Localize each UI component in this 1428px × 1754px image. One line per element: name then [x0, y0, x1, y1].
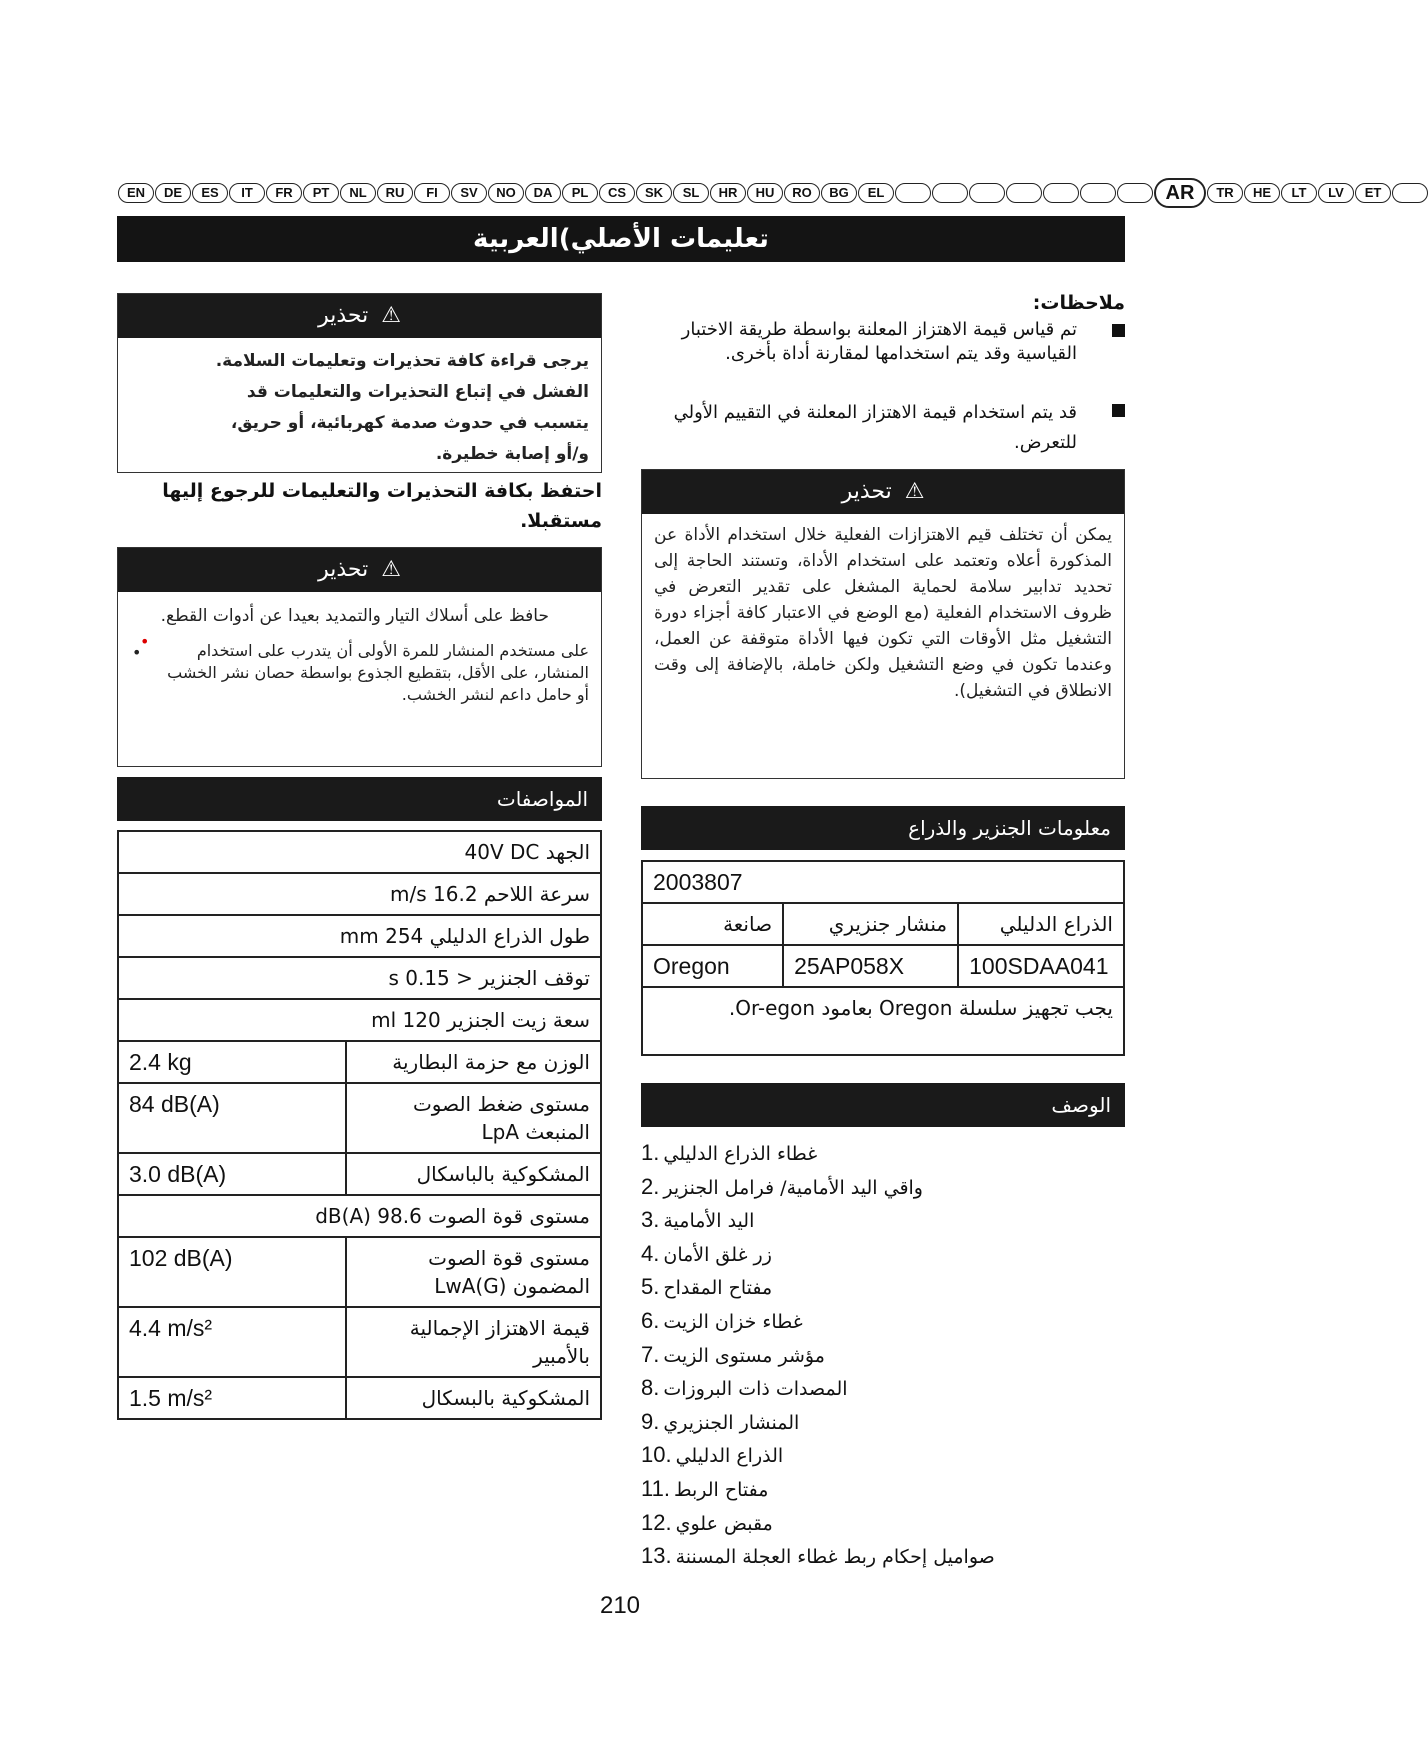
warning-triangle-icon: ⚠	[381, 557, 401, 582]
list-item-number: 4.	[641, 1240, 660, 1266]
language-chip: HU	[747, 183, 783, 203]
specs-table	[117, 830, 602, 1420]
description-list	[641, 1136, 1125, 1573]
warning-header	[642, 470, 1124, 514]
language-chip: SV	[451, 183, 487, 203]
language-chip: RU	[377, 183, 413, 203]
spec-value: 3.0 dB(A)	[118, 1153, 346, 1195]
spec-row	[118, 1153, 601, 1195]
spec-row	[118, 957, 601, 999]
language-chip: AR	[1154, 178, 1206, 208]
warning-line: ﻳﺮﺟﻰ ﻗﺮﺍﺀﺓ ﻛﺎﻓﺔ ﺗﺤﺬﻳﺮﺍﺕ ﻭﺗﻌﻠﻴﻤﺎﺕ ﺍﻟﺴﻼﻣﺔ.	[215, 351, 589, 371]
spec-label: ﺳﻌﺔ ﺯﻳﺖ ﺍﻟﺠﻨﺰﻳﺮ 120 ml	[118, 999, 601, 1041]
red-bullet-icon: •	[140, 632, 150, 651]
warning-header	[118, 294, 601, 338]
language-chip: DA	[525, 183, 561, 203]
language-chip: NL	[340, 183, 376, 203]
warning-header	[118, 548, 601, 592]
spec-value: 102 dB(A)	[118, 1237, 346, 1307]
warning-line: ﺍﻟﻔﺸﻞ ﻓﻲ ﺇﺗﺒﺎﻉ ﺍﻟﺘﺤﺬﻳﺮﺍﺕ ﻭﺍﻟﺘﻌﻠﻴﻤﺎﺕ ﻗﺪ	[246, 382, 589, 402]
language-chip: LT	[1281, 183, 1317, 203]
language-chip: ET	[1355, 183, 1391, 203]
list-item	[641, 1304, 1125, 1338]
spec-row	[118, 1083, 601, 1153]
page-title: ﺗﻌﻠﻴﻤﺎﺕ ﺍﻷﺻﻠﻲ)ﺍﻟﻌﺮﺑﻴﺔ	[117, 216, 1125, 262]
spec-label: ﺳﺮﻋﺔ ﺍﻟﻼﺣﻢ 16.2 m/s	[118, 873, 601, 915]
warning-triangle-icon: ⚠	[381, 303, 401, 328]
warning-box-vibration	[641, 469, 1125, 779]
chain-value: 25AP058X	[783, 945, 958, 987]
list-item-number: 3.	[641, 1207, 660, 1233]
maker-value: Oregon	[642, 945, 783, 987]
col-header-chain: ﻣﻨﺸﺎﺭ ﺟﻨﺰﻳﺮﻱ	[783, 903, 958, 945]
language-chip	[1080, 183, 1116, 203]
list-item	[641, 1472, 1125, 1506]
language-chip	[1392, 183, 1428, 203]
warning-body	[118, 592, 601, 714]
warning-line: ﻭ/ﺃﻭ ﺇﺻﺎﺑﺔ ﺧﻄﻴﺮﺓ.	[435, 444, 589, 464]
chain-note: ﻳﺠﺐ ﺗﺠﻬﻴﺰ ﺳﻠﺴﻠﺔ Oregon ﺑﻌﺎﻣﻮﺩ Or-egon.	[642, 987, 1124, 1055]
spec-label: ﺍﻟﻮﺯﻥ ﻣﻊ ﺣﺰﻣﺔ ﺍﻟﺒﻄﺎﺭﻳﺔ	[346, 1041, 601, 1083]
spec-row	[118, 1041, 601, 1083]
spec-row	[118, 1307, 601, 1377]
list-item	[641, 1371, 1125, 1405]
list-item	[641, 1405, 1125, 1439]
spec-row	[118, 1377, 601, 1419]
col-header-maker: ﺻﺎﻧﻌﺔ	[642, 903, 783, 945]
language-chip	[969, 183, 1005, 203]
spec-value: 2.4 kg	[118, 1041, 346, 1083]
warning-title: ﺗﺤﺬﻳﺮ	[841, 479, 892, 504]
specs-header: ﺍﻟﻤﻮﺍﺻﻔﺎﺕ	[117, 777, 602, 821]
square-bullet-icon	[1112, 324, 1125, 337]
language-chip: NO	[488, 183, 524, 203]
chain-info-header: ﻣﻌﻠﻮﻣﺎﺕ ﺍﻟﺠﻨﺰﻳﺮ ﻭﺍﻟﺬﺭﺍﻉ	[641, 806, 1125, 850]
list-item-label: ﺍﻟﺬﺭﺍﻉ ﺍﻟﺪﻟﻴﻠﻲ	[675, 1445, 784, 1468]
list-item-label: ﺻﻮﺍﻣﻴﻞ ﺇﺣﻜﺎﻡ ﺭﺑﻂ ﻏﻄﺎﺀ ﺍﻟﻌﺠﻠﺔ ﺍﻟﻤﺴﻨﻨﺔ	[675, 1546, 995, 1569]
spec-row	[118, 1195, 601, 1237]
col-header-bar: ﺍﻟﺬﺭﺍﻉ ﺍﻟﺪﻟﻴﻠﻲ	[958, 903, 1124, 945]
spec-label: ﺍﻟﺠﻬﺪ 40V DC	[118, 831, 601, 873]
language-chip: RO	[784, 183, 820, 203]
spec-label: ﻃﻮﻝ ﺍﻟﺬﺭﺍﻉ ﺍﻟﺪﻟﻴﻠﻲ 254 mm	[118, 915, 601, 957]
spec-value: 1.5 m/s²	[118, 1377, 346, 1419]
list-item	[641, 1270, 1125, 1304]
model-number: 2003807	[642, 861, 1124, 903]
warning-box-cords	[117, 547, 602, 767]
language-chip: EN	[118, 183, 154, 203]
spec-value: 4.4 m/s²	[118, 1307, 346, 1377]
language-chip	[1043, 183, 1079, 203]
list-item-label: ﻏﻄﺎﺀ ﺧﺰﺍﻥ ﺍﻟﺰﻳﺖ	[663, 1310, 803, 1333]
list-item-label: ﻣﻔﺘﺎﺡ ﺍﻟﻤﻘﺪﺍﺡ	[663, 1277, 773, 1300]
warning-item: • ﺣﺎﻓﻆ ﻋﻠﻰ ﺃﺳﻼﻙ ﺍﻟﺘﻴﺎﺭ ﻭﺍﻟﺘﻤﺪﻳﺪ ﺑﻌﻴﺪﺍ ﻋﻦ ﺃﺩﻭﺍﺕ ﺍﻟﻘﻄﻊ.	[130, 604, 589, 628]
page-number: 210	[599, 1592, 641, 1619]
spec-row	[118, 873, 601, 915]
language-chip: BG	[821, 183, 857, 203]
language-chip: LV	[1318, 183, 1354, 203]
warning-box-safety	[117, 293, 602, 473]
list-item-number: 12.	[641, 1509, 672, 1535]
list-item	[641, 1539, 1125, 1573]
warning-triangle-icon: ⚠	[904, 479, 925, 504]
language-chip: SL	[673, 183, 709, 203]
list-item-number: 11.	[641, 1475, 670, 1501]
spec-row	[118, 1237, 601, 1307]
language-chip: TR	[1207, 183, 1243, 203]
spec-label: ﻗﻴﻤﺔ ﺍﻻﻫﺘﺰﺍﺯ ﺍﻹﺟﻤﺎﻟﻴﺔ ﺑﺎﻷﻣﺒﻴﺮ	[346, 1307, 601, 1377]
warning-item: • ﻋﻠﻰ ﻣﺴﺘﺨﺪﻡ ﺍﻟﻤﻨﺸﺎﺭ ﻟﻠﻤﺮﺓ ﺍﻷﻭﻟﻰ ﺃﻥ ﻳﺘﺪﺭﺏ ﻋﻠﻰ ﺍﺳﺘﺨﺪﺍﻡ ﺍﻟﻤﻨﺸﺎﺭ، ﻋﻠﻰ ﺍﻷﻗﻞ، ﺑﺘﻘﻄﻴﻊ ﺍﻟﺠﺬﻭﻉ ﺑﻮﺍﺳﻄﺔ ﺣﺼﺎﻥ ﻧﺸﺮ ﺍﻟﺨﺸﺐ ﺃﻭ ﺣﺎﻣﻞ ﺩﺍﻋﻢ ﻟﻨﺸﺮ ﺍﻟﺨﺸﺐ.	[132, 641, 589, 704]
language-chip: ES	[192, 183, 228, 203]
list-item-number: 9.	[641, 1408, 660, 1434]
language-chip: IT	[229, 183, 265, 203]
spec-value: 84 dB(A)	[118, 1083, 346, 1153]
spec-label: ﺍﻟﻤﺸﻜﻮﻛﻴﺔ ﺑﺎﻟﺒﺴﻜﺎﻝ	[346, 1377, 601, 1419]
spec-label: ﻣﺴﺘﻮﻯ ﺿﻐﻂ ﺍﻟﺼﻮﺕ ﺍﻟﻤﻨﺒﻌﺚ LpA	[346, 1083, 601, 1153]
language-strip	[118, 182, 1382, 204]
bullet-icon: •	[132, 643, 142, 662]
list-item	[641, 1506, 1125, 1540]
list-item-number: 13.	[641, 1543, 672, 1569]
list-item-label: ﻣﻘﺒﺾ ﻋﻠﻮﻱ	[675, 1512, 773, 1535]
bar-value: 100SDAA041	[958, 945, 1124, 987]
language-chip: SK	[636, 183, 672, 203]
list-item-number: 2.	[641, 1173, 660, 1199]
list-item	[641, 1136, 1125, 1170]
list-item-number: 8.	[641, 1375, 660, 1401]
list-item	[641, 1237, 1125, 1271]
note-item: ﻗﺪ ﻳﺘﻢ ﺍﺳﺘﺨﺪﺍﻡ ﻗﻴﻤﺔ ﺍﻻﻫﺘﺰﺍﺯ ﺍﻟﻤﻌﻠﻨﺔ ﻓﻲ ﺍﻟﺘﻘﻴﻴﻢ ﺍﻷﻭﻟﻲ ﻟﻠﺘﻌﺮﺽ.	[641, 398, 1125, 458]
language-chip: CS	[599, 183, 635, 203]
list-item-label: ﺍﻟﻴﺪ ﺍﻷﻣﺎﻣﻴﺔ	[663, 1210, 755, 1233]
list-item	[641, 1338, 1125, 1372]
spec-row	[118, 915, 601, 957]
list-item	[641, 1438, 1125, 1472]
warning-line: ﻳﺘﺴﺒﺐ ﻓﻲ ﺣﺪﻭﺙ ﺻﺪﻣﺔ ﻛﻬﺮﺑﺎﺋﻴﺔ، ﺃﻭ ﺣﺮﻳﻖ،	[230, 413, 589, 433]
list-item-number: 5.	[641, 1274, 660, 1300]
language-chip: HR	[710, 183, 746, 203]
square-bullet-icon	[1112, 404, 1125, 417]
list-item-number: 6.	[641, 1307, 660, 1333]
language-chip: PL	[562, 183, 598, 203]
language-chip: FI	[414, 183, 450, 203]
spec-label: ﺗﻮﻗﻒ ﺍﻟﺠﻨﺰﻳﺮ < 0.15 s	[118, 957, 601, 999]
spec-label: ﻣﺴﺘﻮﻯ ﻗﻮﺓ ﺍﻟﺼﻮﺕ ﺍﻟﻤﻀﻤﻮﻥ LwA(G)	[346, 1237, 601, 1307]
list-item-label: ﺍﻟﻤﻨﺸﺎﺭ ﺍﻟﺠﻨﺰﻳﺮﻱ	[663, 1411, 800, 1434]
warning-body: ﻳﻤﻜﻦ ﺃﻥ ﺗﺨﺘﻠﻒ ﻗﻴﻢ ﺍﻻﻫﺘﺰﺍﺯﺍﺕ ﺍﻟﻔﻌﻠﻴﺔ ﺧﻼﻝ ﺍﺳﺘﺨﺪﺍﻡ ﺍﻷﺩﺍﺓ ﻋﻦ ﺍﻟﻤﺬﻛﻮﺭﺓ ﺃﻋﻼﻩ ﻭﺗﻌﺘﻤﺪ ﻋﻠﻰ ﺍﺳﺘﺨﺪﺍﻡ ﺍﻷﺩﺍﺓ، ﻭﺗﺴﺘﻨﺪ ﺍﻟﺤﺎﺟﺔ ﺇﻟﻰ ﺗﺤﺪﻳﺪ ﺗﺪﺍﺑﻴﺮ ﺳﻼﻣﺔ ﻟﺤﻤﺎﻳﺔ ﺍﻟﻤﺸﻐﻞ ﻋﻠﻰ ﺗﻘﺪﻳﺮ ﺍﻟﺘﻌﺮﺽ ﻓﻲ ﻇﺮﻭﻑ ﺍﻻﺳﺘﺨﺪﺍﻡ ﺍﻟﻔﻌﻠﻴﺔ (ﻣﻊ ﺍﻟﻮﺿﻊ ﻓﻲ ﺍﻻﻋﺘﺒﺎﺭ ﻛﺎﻓﺔ ﺃﺟﺰﺍﺀ ﺩﻭﺭﺓ ﺍﻟﺘﺸﻐﻴﻞ ﻣﺜﻞ ﺍﻷﻭﻗﺎﺕ ﺍﻟﺘﻲ ﺗﻜﻮﻥ ﻓﻴﻬﺎ ﺍﻷﺩﺍﺓ ﻣﺘﻮﻗﻔﺔ ﻋﻦ ﺍﻟﻌﻤﻞ، ﻭﻋﻨﺪﻣﺎ ﺗﻜﻮﻥ ﻓﻲ ﻭﺿﻊ ﺍﻟﺘﺸﻐﻴﻞ ﻭﻟﻜﻦ ﺧﺎﻣﻠﺔ، ﺑﺎﻹﺿﺎﻓﺔ ﺇﻟﻰ ﻭﻗﺖ ﺍﻻﻧﻄﻼﻕ ﻓﻲ ﺍﻟﺘﺸﻐﻴﻞ).	[654, 525, 1112, 701]
list-item-label: ﻏﻄﺎﺀ ﺍﻟﺬﺭﺍﻉ ﺍﻟﺪﻟﻴﻠﻲ	[663, 1143, 818, 1165]
note-item: ﺗﻢ ﻗﻴﺎﺱ ﻗﻴﻤﺔ ﺍﻻﻫﺘﺰﺍﺯ ﺍﻟﻤﻌﻠﻨﺔ ﺑﻮﺍﺳﻄﺔ ﻃﺮﻳﻘﺔ ﺍﻻﺧﺘﺒﺎﺭ ﺍﻟﻘﻴﺎﺳﻴﺔ ﻭﻗﺪ ﻳﺘﻢ ﺍﺳﺘﺨﺪﺍﻣﻬﺎ ﻟﻤﻘﺎﺭﻧﺔ ﺃﺩﺍﺓ ﺑﺄﺧﺮﻯ.	[641, 318, 1125, 366]
warning-body	[118, 338, 601, 478]
list-item-number: 7.	[641, 1341, 660, 1367]
language-chip	[1117, 183, 1153, 203]
list-item-number: 1.	[641, 1140, 660, 1165]
list-item	[641, 1170, 1125, 1204]
language-chip	[1006, 183, 1042, 203]
list-item-label: ﺍﻟﻤﺼﺪﺍﺕ ﺫﺍﺕ ﺍﻟﺒﺮﻭﺯﺍﺕ	[663, 1378, 848, 1401]
chain-info-table	[641, 860, 1125, 1056]
spec-label: ﺍﻟﻤﺸﻜﻮﻛﻴﺔ ﺑﺎﻟﺒﺎﺳﻜﺎﻝ	[346, 1153, 601, 1195]
list-item-label: ﺯﺭ ﻏﻠﻖ ﺍﻷﻣﺎﻥ	[663, 1243, 772, 1266]
language-chip	[932, 183, 968, 203]
notes-title: ﻣﻼﺣﻈﺎﺕ:	[1032, 292, 1125, 314]
spec-row	[118, 831, 601, 873]
list-item-label: ﻣﺆﺷﺮ ﻣﺴﺘﻮﻯ ﺍﻟﺰﻳﺖ	[663, 1344, 825, 1367]
warning-title: ﺗﺤﺬﻳﺮ	[318, 303, 369, 328]
language-chip: PT	[303, 183, 339, 203]
keep-instructions-note: ﺍﺣﺘﻔﻆ ﺑﻜﺎﻓﺔ ﺍﻟﺘﺤﺬﻳﺮﺍﺕ ﻭﺍﻟﺘﻌﻠﻴﻤﺎﺕ ﻟﻠﺮﺟﻮﻉ ﺇﻟﻴﻬﺎ ﻣﺴﺘﻘﺒﻼ.	[162, 480, 602, 532]
list-item-label: ﻣﻔﺘﺎﺡ ﺍﻟﺮﺑﻂ	[673, 1478, 769, 1501]
language-chip: FR	[266, 183, 302, 203]
list-item	[641, 1203, 1125, 1237]
list-item-number: 10.	[641, 1442, 672, 1468]
language-chip: EL	[858, 183, 894, 203]
language-chip: HE	[1244, 183, 1280, 203]
warning-title: ﺗﺤﺬﻳﺮ	[318, 557, 369, 582]
language-chip	[895, 183, 931, 203]
spec-row	[118, 999, 601, 1041]
description-header: ﺍﻟﻮﺻﻒ	[641, 1083, 1125, 1127]
spec-label: ﻣﺴﺘﻮﻯ ﻗﻮﺓ ﺍﻟﺼﻮﺕ 98.6 dB(A)	[118, 1195, 601, 1237]
language-chip: DE	[155, 183, 191, 203]
list-item-label: ﻭﺍﻗﻲ ﺍﻟﻴﺪ ﺍﻷﻣﺎﻣﻴﺔ/ ﻓﺮﺍﻣﻞ ﺍﻟﺠﻨﺰﻳﺮ	[663, 1176, 923, 1199]
